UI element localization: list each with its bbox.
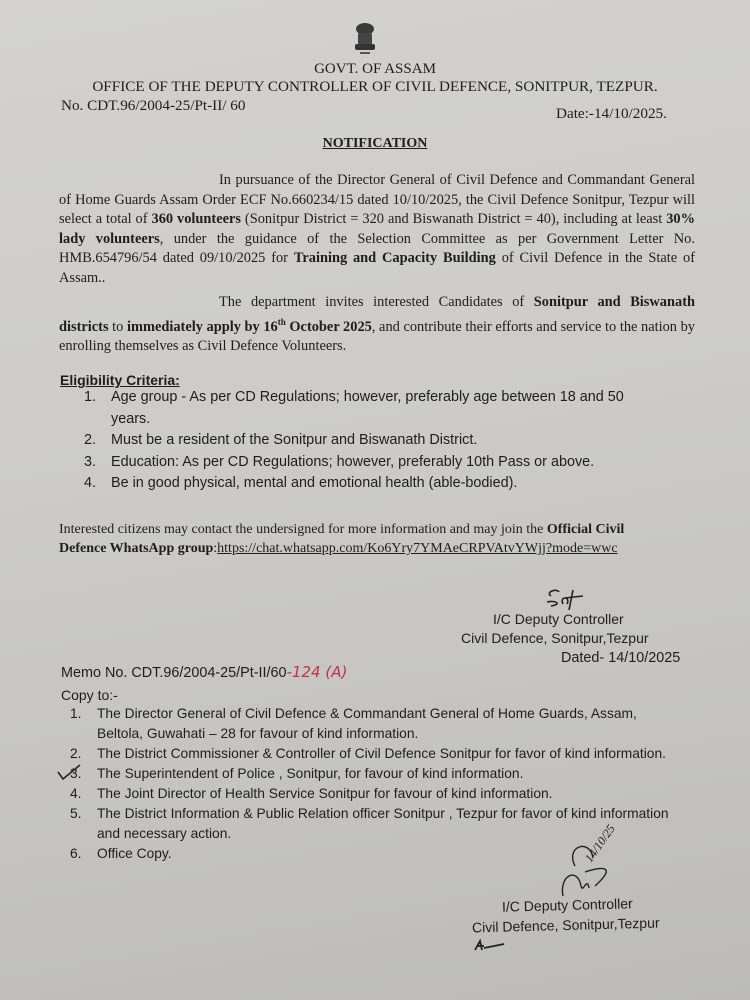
- item-text: Must be a resident of the Sonitpur and Biswanath District.: [111, 432, 478, 448]
- date-suffix: th: [277, 316, 286, 327]
- contact-bold: Defence WhatsApp group: [59, 541, 214, 556]
- para2-text: , and contribute their efforts and service to the nation by enrolling themselves as Civil Defence Volunteers.: [59, 318, 695, 354]
- item-text: The District Information & Public Relation officer Sonitpur , Tezpur for favor of kind information: [97, 806, 669, 821]
- item-text: Be in good physical, mental and emotional health (able-bodied).: [111, 475, 518, 491]
- item-number: 4.: [84, 475, 97, 491]
- contact-text: Interested citizens may contact the undersigned for more information and may join the: [59, 522, 547, 537]
- eligibility-item: [84, 430, 624, 452]
- memo-handwritten-suffix: -124 (A): [286, 663, 348, 681]
- apply-deadline-month: October 2025: [285, 318, 372, 335]
- signature-date: Dated- 14/10/2025: [561, 650, 681, 666]
- paragraph-invitation: [59, 293, 695, 356]
- copy-item: [70, 764, 669, 784]
- header-date: Date:-14/10/2025.: [556, 105, 667, 122]
- signatory-designation: I/C Deputy Controller: [493, 611, 624, 627]
- para1-text: of Civil Defence in the State of Assam..: [59, 250, 695, 286]
- eligibility-list: [84, 387, 624, 495]
- memo-number: [61, 663, 347, 682]
- signature-sdf: [543, 586, 603, 612]
- copy-item: [70, 704, 669, 724]
- contact-line-2: [59, 540, 618, 558]
- signatory-designation: I/C Deputy Controller: [501, 895, 633, 915]
- para1-text: (Sonitpur District = 320 and Biswanath District = 40), including at least: [240, 211, 667, 227]
- contact-text: :: [213, 541, 218, 556]
- item-text: years.: [111, 410, 151, 427]
- para2-text: The department invites interested Candidates of: [219, 294, 534, 310]
- contact-line-1: [59, 521, 624, 539]
- item-text: The Director General of Civil Defence & Commandant General of Home Guards, Assam,: [97, 706, 637, 721]
- eligibility-item: [84, 473, 624, 495]
- item-number: 1.: [70, 706, 82, 721]
- signatory-office: Civil Defence, Sonitpur,Tezpur: [461, 630, 649, 646]
- contact-bold: Official Civil: [546, 522, 625, 537]
- para1-text: In pursuance of the Director General of Civil Defence and Commandant General of Home Guards Assam Order ECF No.660234/15 dated 10/10/2025, the Civil Defence Sonitpur, Tezpur will select a total of: [59, 172, 695, 227]
- item-number: 2.: [70, 746, 82, 761]
- copy-item: [70, 784, 669, 804]
- item-number: 3.: [84, 453, 97, 470]
- notification-title: NOTIFICATION: [322, 136, 428, 151]
- item-number: 4.: [70, 786, 82, 801]
- copy-item-continued: [70, 724, 669, 744]
- item-text: and necessary action.: [97, 826, 232, 841]
- signature-date-handwritten: 14/10/25: [581, 821, 618, 865]
- districts: Sonitpur and Biswanath districts: [59, 294, 695, 335]
- checkmark-icon: [56, 763, 82, 781]
- copy-item: [70, 744, 669, 764]
- lady-volunteers: 30% lady volunteers: [59, 211, 695, 247]
- item-text: Education: As per CD Regulations; however, preferably 10th Pass or above.: [111, 453, 595, 470]
- copy-to-heading: Copy to:-: [61, 687, 118, 703]
- item-number: 3.: [70, 766, 82, 781]
- initials-mark: [472, 938, 508, 954]
- signatory-office: Civil Defence, Sonitpur,Tezpur: [471, 914, 660, 936]
- para2-text: to: [108, 318, 127, 335]
- copy-item: [70, 804, 669, 824]
- whatsapp-group-link[interactable]: https://chat.whatsapp.com/Ko6Yry7YMAeCRPVAtvYWjj?mode=wwc: [217, 541, 618, 556]
- paragraph-order: [59, 171, 695, 288]
- item-number: 6.: [70, 846, 82, 861]
- volunteer-count: 360 volunteers: [151, 211, 241, 227]
- item-text: The Joint Director of Health Service Sonitpur for favour of kind information.: [97, 786, 553, 801]
- eligibility-item: [84, 452, 624, 474]
- para1-text: , under the guidance of the Selection Committee as per Government Letter No. HMB.654796/54 dated 09/10/2025 for: [59, 230, 695, 266]
- item-text: Beltola, Guwahati – 28 for favour of kind information.: [97, 726, 419, 741]
- eligibility-item-continued: [84, 409, 624, 431]
- item-number: 5.: [70, 806, 82, 821]
- apply-deadline: immediately apply by 16: [126, 318, 278, 335]
- memo-label: Memo No. CDT.96/2004-25/Pt-II/60: [61, 665, 287, 681]
- item-text: Age group - As per CD Regulations; however, preferably age between 18 and 50: [111, 389, 624, 405]
- state-emblem-icon: [352, 22, 378, 58]
- item-text: The District Commissioner & Controller of Civil Defence Sonitpur for favor of kind information.: [97, 746, 666, 761]
- item-text: Office Copy.: [97, 846, 172, 861]
- reference-number: No. CDT.96/2004-25/Pt-II/ 60: [61, 97, 246, 114]
- govt-heading: GOVT. OF ASSAM: [314, 61, 436, 77]
- eligibility-heading: Eligibility Criteria:: [60, 372, 180, 388]
- training-purpose: Training and Capacity Building: [293, 250, 496, 266]
- eligibility-item: [84, 387, 624, 409]
- item-number: 1.: [84, 389, 97, 405]
- item-number: 2.: [84, 432, 97, 448]
- office-heading: OFFICE OF THE DEPUTY CONTROLLER OF CIVIL DEFENCE, SONITPUR, TEZPUR.: [92, 78, 658, 95]
- item-text: The Superintendent of Police , Sonitpur, for favour of kind information.: [97, 766, 524, 781]
